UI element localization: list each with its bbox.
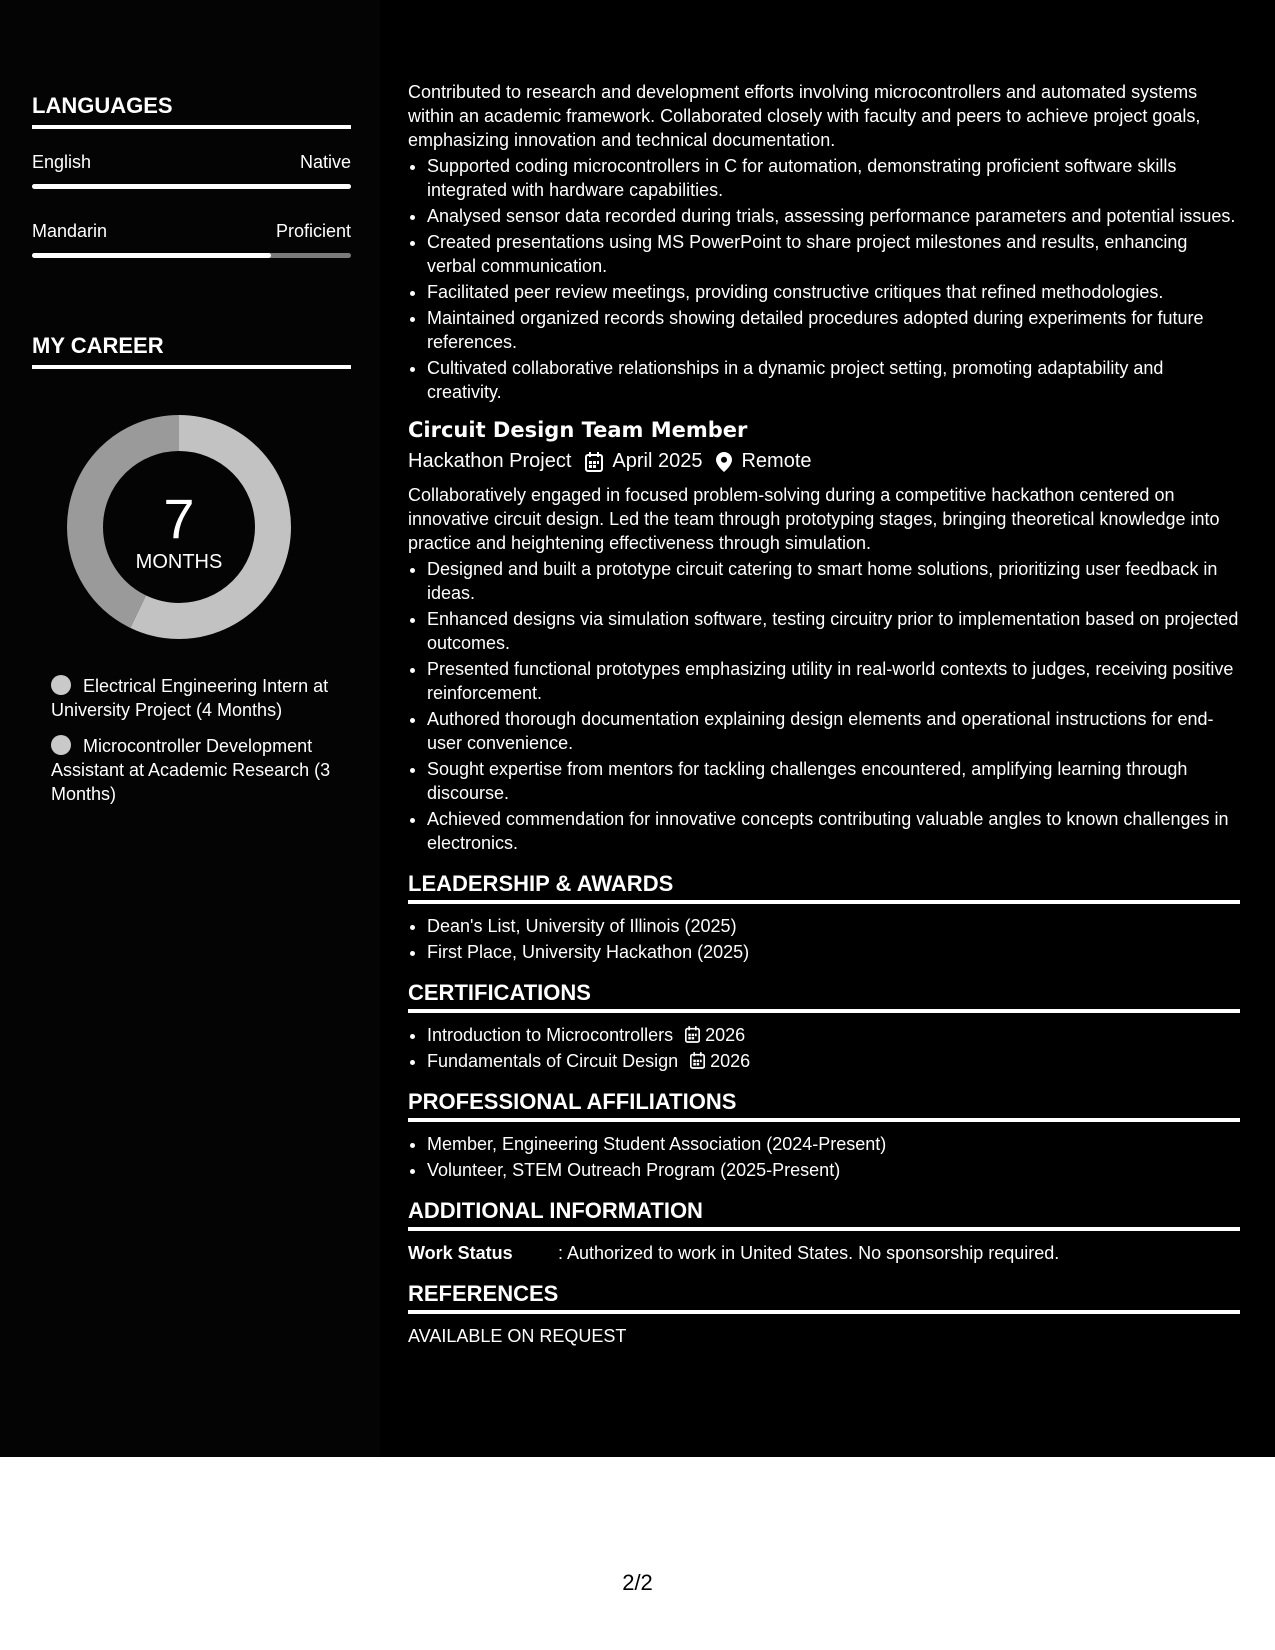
- list-item: • Enhanced designs via simulation software, testing circuitry prior to implementation based on projected outcomes.: [427, 607, 1240, 655]
- career-heading: MY CAREER: [32, 333, 351, 369]
- list-item: • Supported coding microcontrollers in C for automation, demonstrating proficient software skills integrated with hardware capabilities.: [427, 154, 1240, 202]
- references-heading: REFERENCES: [408, 1281, 1240, 1314]
- language-mandarin: [32, 221, 351, 242]
- job-org: Hackathon Project: [408, 450, 572, 472]
- certification-year: 2026: [710, 1051, 751, 1071]
- sidebar: [0, 0, 380, 1457]
- references-text: AVAILABLE ON REQUEST: [408, 1326, 627, 1346]
- list-item: • Authored thorough documentation explaining design elements and operational instructions for end-user convenience.: [427, 707, 1240, 755]
- career-donut-chart: [67, 415, 291, 639]
- experience-bullets: [408, 154, 1240, 404]
- career-item: [51, 734, 341, 806]
- list-item: • Member, Engineering Student Association (2024-Present): [427, 1132, 1240, 1156]
- job-location: Remote: [741, 450, 812, 472]
- list-item: • Maintained organized records showing detailed procedures adopted during experiments for future references.: [427, 306, 1240, 354]
- work-status-label: Work Status: [408, 1243, 513, 1263]
- job-meta: [408, 450, 1240, 473]
- certifications-list: [408, 1023, 1240, 1073]
- language-name: Mandarin: [32, 221, 108, 241]
- language-bar-mandarin: [32, 253, 351, 258]
- career-item-text: Microcontroller Development Assistant at Academic Research (3 Months): [51, 736, 331, 804]
- list-item: • Analysed sensor data recorded during trials, assessing performance parameters and potential issues.: [427, 204, 1240, 228]
- certification-name: Introduction to Microcontrollers: [427, 1025, 674, 1045]
- language-bar-english: [32, 184, 351, 189]
- career-list: [51, 674, 341, 818]
- list-item: • Cultivated collaborative relationships in a dynamic project setting, promoting adaptability and creativity.: [427, 356, 1240, 404]
- calendar-icon: [685, 1026, 700, 1043]
- certification-item: [427, 1023, 1240, 1047]
- list-item: • Designed and built a prototype circuit catering to smart home solutions, prioritizing user feedback in ideas.: [427, 557, 1240, 605]
- page-number: 2/2: [622, 1570, 653, 1595]
- language-level: Native: [299, 152, 351, 172]
- career-total-number: 7: [163, 487, 195, 550]
- language-level: Proficient: [275, 221, 351, 241]
- certification-name: Fundamentals of Circuit Design: [427, 1051, 679, 1071]
- location-pin-icon: [716, 452, 732, 472]
- calendar-icon: [585, 452, 603, 472]
- language-name: English: [32, 152, 92, 172]
- list-item: • Achieved commendation for innovative concepts contributing valuable angles to known challenges in electronics.: [427, 807, 1240, 855]
- career-total-unit: MONTHS: [135, 551, 223, 573]
- certifications-heading: CERTIFICATIONS: [408, 980, 1240, 1013]
- job-date: April 2025: [612, 450, 703, 472]
- list-item: • Sought expertise from mentors for tackling challenges encountered, amplifying learning through discourse.: [427, 757, 1240, 805]
- experience-intro: Contributed to research and development efforts involving microcontrollers and automated systems within an academic framework. Collaborated closely with faculty and peers to achieve project goals, emphasizing innovation and technical documentation.: [408, 82, 1201, 150]
- languages-heading: LANGUAGES: [32, 93, 351, 129]
- affiliations-heading: PROFESSIONAL AFFILIATIONS: [408, 1089, 1240, 1122]
- list-item: • Dean's List, University of Illinois (2025): [427, 914, 1240, 938]
- additional-info-heading: ADDITIONAL INFORMATION: [408, 1198, 1240, 1231]
- career-item-text: Electrical Engineering Intern at University Project (4 Months): [51, 676, 329, 720]
- job-summary: Collaboratively engaged in focused problem-solving during a competitive hackathon centered on innovative circuit design. Led the team through prototyping stages, bringing theoretical knowledge into practice and heightening effectiveness through simulation.: [408, 485, 1220, 553]
- work-status-row: [408, 1241, 1240, 1265]
- job-bullets: [408, 557, 1240, 855]
- legend-dot-icon: [51, 675, 71, 695]
- list-item: • Created presentations using MS PowerPoint to share project milestones and results, enhancing verbal communication.: [427, 230, 1240, 278]
- main-content: [408, 80, 1240, 1348]
- list-item: • First Place, University Hackathon (2025): [427, 940, 1240, 964]
- legend-dot-icon: [51, 735, 71, 755]
- certification-year: 2026: [705, 1025, 746, 1045]
- certification-item: [427, 1049, 1240, 1073]
- list-item: • Facilitated peer review meetings, providing constructive critiques that refined methodologies.: [427, 280, 1240, 304]
- leadership-heading: LEADERSHIP & AWARDS: [408, 871, 1240, 904]
- calendar-icon: [690, 1052, 705, 1069]
- leadership-list: [408, 914, 1240, 964]
- career-item: [51, 674, 341, 722]
- list-item: • Volunteer, STEM Outreach Program (2025-Present): [427, 1158, 1240, 1182]
- language-bar-fill: [32, 184, 351, 189]
- list-item: • Presented functional prototypes emphasizing utility in real-world contexts to judges, receiving positive reinforcement.: [427, 657, 1240, 705]
- language-english: [32, 152, 351, 173]
- affiliations-list: [408, 1132, 1240, 1182]
- language-bar-fill: [32, 253, 271, 258]
- job-title: Circuit Design Team Member: [408, 418, 748, 442]
- work-status-value: : Authorized to work in United States. No sponsorship required.: [558, 1243, 1060, 1263]
